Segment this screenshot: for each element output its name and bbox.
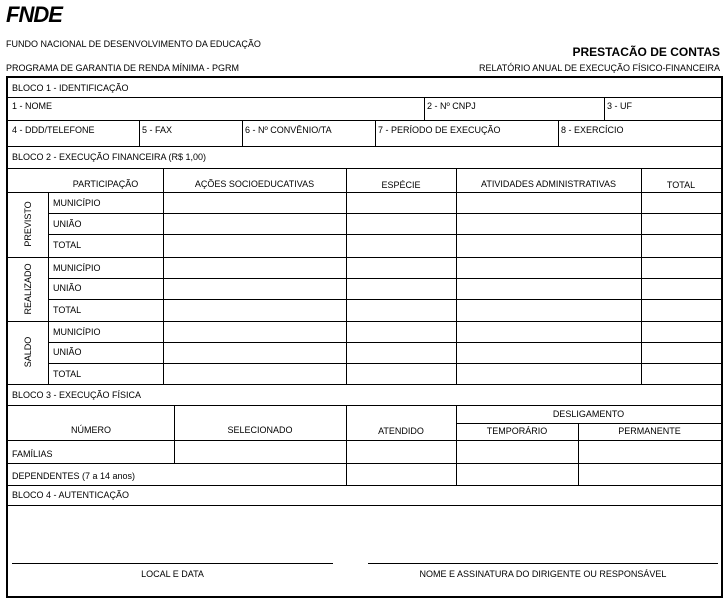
rule <box>8 384 721 385</box>
row-saldo-municipio: MUNICÍPIO <box>53 327 101 337</box>
field-periodo[interactable]: 7 - PERÍODO DE EXECUÇÃO <box>378 125 501 135</box>
header-numero: NÚMERO <box>71 425 111 435</box>
rule <box>8 505 721 506</box>
field-convenio[interactable]: 6 - Nº CONVÊNIO/TA <box>245 125 332 135</box>
rule <box>641 168 642 384</box>
rule <box>375 120 376 146</box>
rule <box>242 120 243 146</box>
label-assinatura: NOME E ASSINATURA DO DIRIGENTE OU RESPONSÁVEL <box>419 569 667 579</box>
form-subtitle: RELATÓRIO ANUAL DE EXECUÇÃO FÍSICO-FINANCEIRA <box>478 63 720 73</box>
signature-line-local <box>12 563 333 564</box>
rule <box>48 342 721 343</box>
org-name: FUNDO NACIONAL DE DESENVOLVIMENTO DA EDUCAÇÃO <box>6 39 261 49</box>
rule <box>457 423 721 424</box>
rule <box>8 463 721 464</box>
rule <box>456 168 457 384</box>
row-realizado-municipio: MUNICÍPIO <box>53 263 101 273</box>
row-previsto-municipio: MUNICÍPIO <box>53 198 101 208</box>
header-permanente: PERMANENTE <box>618 426 681 436</box>
field-exercicio[interactable]: 8 - EXERCÍCIO <box>561 125 624 135</box>
fnde-logo: FNDE <box>6 2 62 27</box>
rule <box>8 485 721 486</box>
rule <box>8 321 721 322</box>
rule <box>346 405 347 485</box>
signature-line-dirigente <box>368 563 718 564</box>
rule <box>604 97 605 120</box>
rule <box>8 168 721 169</box>
rule <box>8 440 721 441</box>
rule <box>346 168 347 384</box>
rule <box>48 363 721 364</box>
form-title: PRESTACÃO DE CONTAS <box>572 45 720 59</box>
header-desligamento: DESLIGAMENTO <box>552 409 625 419</box>
header-participacao: PARTICIPAÇÃO <box>72 179 139 189</box>
header-atendido: ATENDIDO <box>378 426 424 436</box>
rule <box>8 120 721 121</box>
rule <box>8 146 721 147</box>
label-local-data: LOCAL E DATA <box>141 569 204 579</box>
rule <box>558 120 559 146</box>
rule <box>139 120 140 146</box>
rule <box>8 97 721 98</box>
rule <box>48 192 49 384</box>
rule <box>163 168 164 384</box>
header-total: TOTAL <box>666 180 696 190</box>
row-previsto-uniao: UNIÃO <box>53 219 82 229</box>
field-ddd-telefone[interactable]: 4 - DDD/TELEFONE <box>12 125 95 135</box>
row-dependentes: DEPENDENTES (7 a 14 anos) <box>12 471 136 481</box>
rule <box>8 257 721 258</box>
header-especie: ESPÉCIE <box>381 180 421 190</box>
field-uf[interactable]: 3 - UF <box>607 101 633 111</box>
group-label-saldo: SALDO <box>23 336 33 368</box>
group-label-realizado: REALIZADO <box>23 263 33 315</box>
header-selecionado: SELECIONADO <box>227 425 293 435</box>
row-realizado-uniao: UNIÃO <box>53 283 82 293</box>
row-realizado-total: TOTAL <box>53 305 82 315</box>
bloco1-title: BLOCO 1 - IDENTIFICAÇÃO <box>12 83 129 93</box>
rule <box>48 278 721 279</box>
field-fax[interactable]: 5 - FAX <box>142 125 173 135</box>
bloco3-title: BLOCO 3 - EXECUÇÃO FÍSICA <box>12 390 142 400</box>
field-cnpj[interactable]: 2 - Nº CNPJ <box>427 101 476 111</box>
program-name: PROGRAMA DE GARANTIA DE RENDA MÍNIMA - PGRM <box>6 63 240 73</box>
header-acoes: AÇÕES SOCIOEDUCATIVAS <box>194 179 315 189</box>
rule <box>8 192 721 193</box>
rule <box>8 405 721 406</box>
rule <box>48 234 721 235</box>
row-familias: FAMÍLIAS <box>12 449 53 459</box>
header-atividades: ATIVIDADES ADMINISTRATIVAS <box>480 179 617 189</box>
rule <box>48 213 721 214</box>
header-temporario: TEMPORÁRIO <box>486 426 548 436</box>
row-previsto-total: TOTAL <box>53 240 82 250</box>
bloco4-title: BLOCO 4 - AUTENTICAÇÃO <box>12 490 130 500</box>
rule <box>48 299 721 300</box>
bloco2-title: BLOCO 2 - EXECUÇÃO FINANCEIRA (R$ 1,00) <box>12 152 207 162</box>
row-saldo-total: TOTAL <box>53 369 82 379</box>
row-saldo-uniao: UNIÃO <box>53 347 82 357</box>
field-nome[interactable]: 1 - NOME <box>12 101 53 111</box>
group-label-previsto: PREVISTO <box>23 201 33 247</box>
rule <box>424 97 425 120</box>
